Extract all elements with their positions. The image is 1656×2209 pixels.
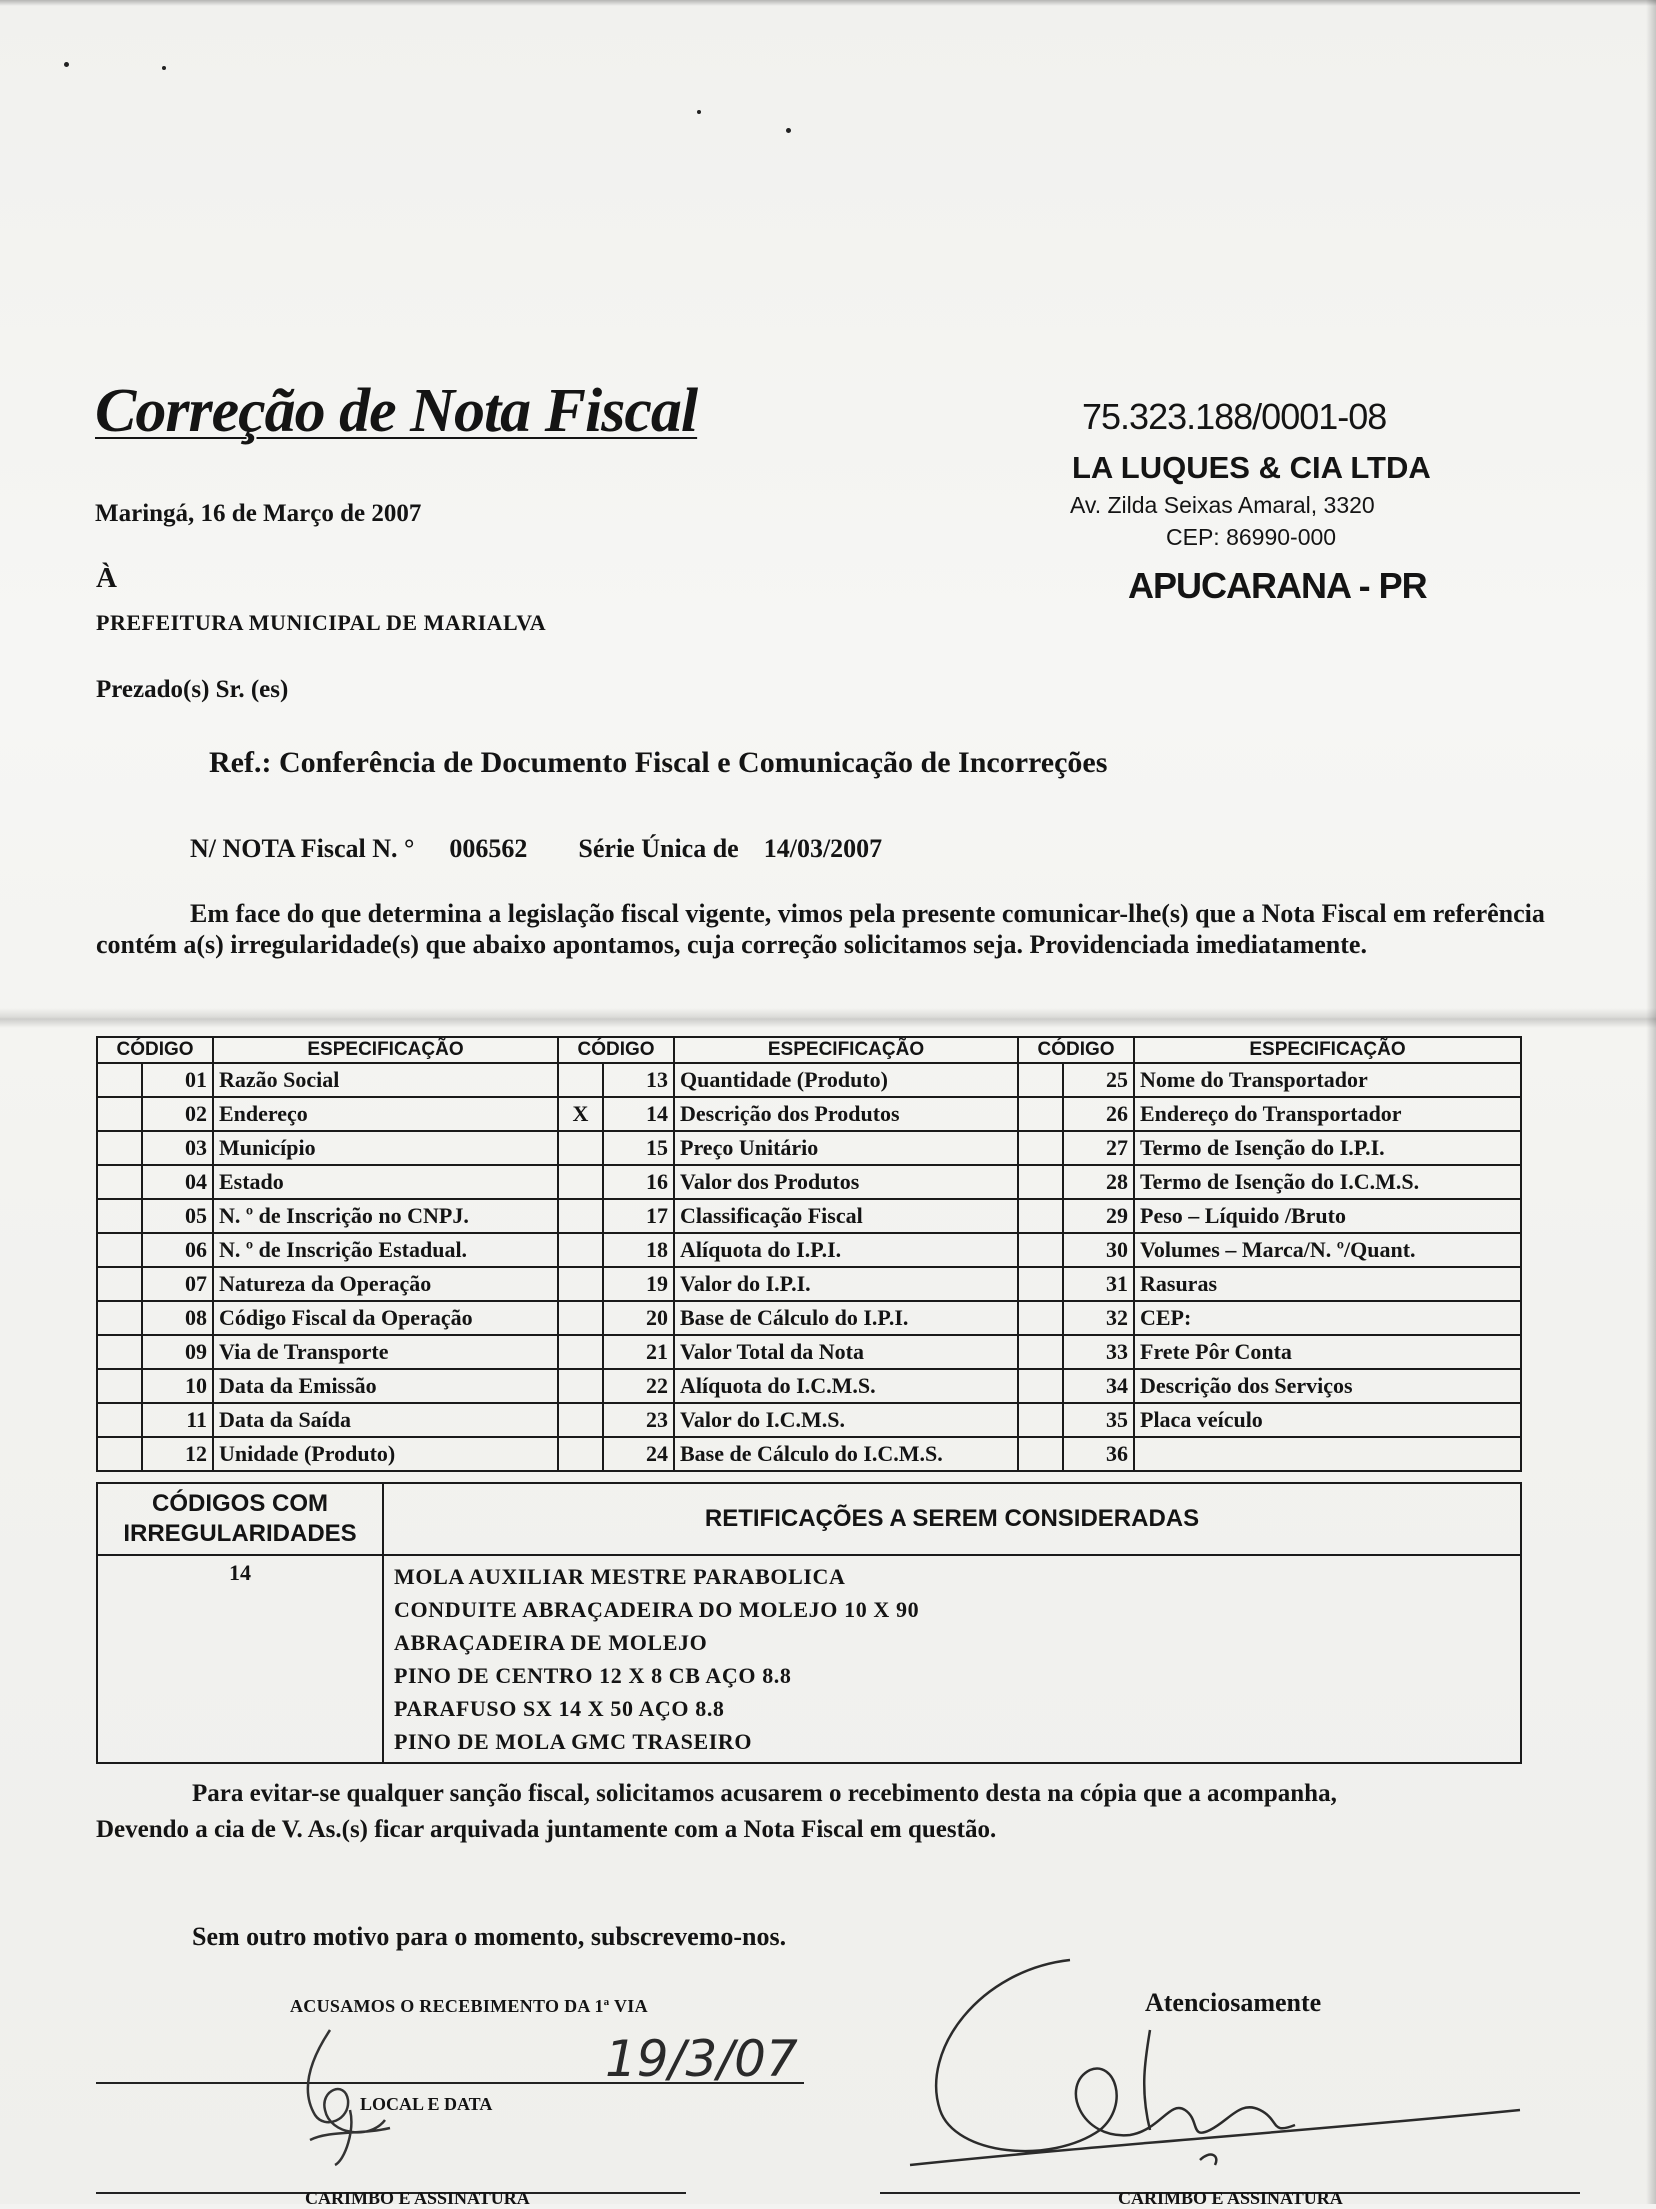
codes-row [97,1131,1521,1165]
code-number: 35 [1063,1403,1134,1437]
corrections-code-cell [97,1555,383,1763]
closing-text-3: Sem outro motivo para o momento, subscrevemo-nos. [192,1922,787,1951]
local-date-label: LOCAL E DATA [360,2094,493,2114]
code-mark [558,1437,603,1471]
code-number: 20 [603,1301,674,1335]
correction-item: PINO DE MOLA GMC TRASEIRO [394,1729,753,1754]
code-mark [97,1301,142,1335]
code-mark [558,1063,603,1097]
codes-row [97,1097,1521,1131]
header-codigo: CÓDIGO [558,1037,674,1063]
specification: Base de Cálculo do I.C.M.S. [674,1437,1018,1471]
code-number: 32 [1063,1301,1134,1335]
specification: Via de Transporte [213,1335,558,1369]
code-mark [1018,1131,1063,1165]
code-number: 23 [603,1403,674,1437]
code-mark [1018,1335,1063,1369]
specification: Valor Total da Nota [674,1335,1018,1369]
specification: Razão Social [213,1063,558,1097]
code-number: 17 [603,1199,674,1233]
code-number: 14 [603,1097,674,1131]
code-number: 21 [603,1335,674,1369]
code-number: 25 [1063,1063,1134,1097]
specification: Volumes – Marca/N. º/Quant. [1134,1233,1521,1267]
company-cep: CEP: 86990-000 [1166,524,1337,550]
code-mark [1018,1369,1063,1403]
correction-item: CONDUITE ABRAÇADEIRA DO MOLEJO 10 X 90 [394,1597,920,1622]
receipt-statement: ACUSAMOS O RECEBIMENTO DA 1ª VIA [290,1996,648,2016]
code-mark [558,1301,603,1335]
specification: Peso – Líquido /Bruto [1134,1199,1521,1233]
code-number: 06 [142,1233,213,1267]
closing-text-1: Para evitar-se qualquer sanção fiscal, solicitamos acusarem o recebimento desta na cópia que a acompanha, [192,1780,1337,1807]
closing-paragraph [96,1776,1536,1848]
code-mark: X [558,1097,603,1131]
specification: Rasuras [1134,1267,1521,1301]
code-number: 04 [142,1165,213,1199]
code-number: 16 [603,1165,674,1199]
code-number: 01 [142,1063,213,1097]
code-mark [97,1369,142,1403]
code-number: 34 [1063,1369,1134,1403]
specification: Endereço [213,1097,558,1131]
code-mark [1018,1437,1063,1471]
code-mark [558,1369,603,1403]
regards: Atenciosamente [1145,1988,1322,2017]
code-mark [1018,1165,1063,1199]
code-mark [97,1165,142,1199]
header-codigo: CÓDIGO [97,1037,213,1063]
code-mark [97,1097,142,1131]
specification: Data da Saída [213,1403,558,1437]
code-mark [97,1233,142,1267]
specification: CEP: [1134,1301,1521,1335]
greeting: Prezado(s) Sr. (es) [96,676,289,703]
date-line: Maringá, 16 de Março de 2007 [95,500,422,527]
receiver-signature [290,2020,410,2170]
paper-fold [0,1008,1656,1028]
code-mark [558,1131,603,1165]
scan-speck [697,110,701,114]
corrections-list [384,1556,1520,1758]
specification: Valor dos Produtos [674,1165,1018,1199]
codes-row [97,1199,1521,1233]
code-number: 07 [142,1267,213,1301]
code-mark [558,1335,603,1369]
code-mark [558,1199,603,1233]
company-address: Av. Zilda Seixas Amaral, 3320 [1070,492,1375,518]
specification: Descrição dos Produtos [674,1097,1018,1131]
header-codes-irregular: CÓDIGOS COM IRREGULARIDADES [97,1483,383,1555]
recipient: PREFEITURA MUNICIPAL DE MARIALVA [96,610,547,635]
code-mark [1018,1199,1063,1233]
correction-item: ABRAÇADEIRA DE MOLEJO [394,1630,708,1655]
header-especificacao: ESPECIFICAÇÃO [213,1037,558,1063]
code-mark [1018,1097,1063,1131]
nota-label: N/ NOTA Fiscal N. ° [190,834,415,863]
code-mark [97,1335,142,1369]
specification: Base de Cálculo do I.P.I. [674,1301,1018,1335]
code-mark [558,1403,603,1437]
code-number: 33 [1063,1335,1134,1369]
stamp-label-left: CARIMBO E ASSINATURA [305,2188,530,2208]
code-number: 09 [142,1335,213,1369]
nota-line [190,834,882,864]
code-mark [558,1165,603,1199]
code-mark [1018,1233,1063,1267]
code-number: 26 [1063,1097,1134,1131]
correction-item: PARAFUSO SX 14 X 50 AÇO 8.8 [394,1696,725,1721]
specification: Data da Emissão [213,1369,558,1403]
specification: Placa veículo [1134,1403,1521,1437]
code-mark [1018,1267,1063,1301]
specification: Nome do Transportador [1134,1063,1521,1097]
specification: Estado [213,1165,558,1199]
specification: Município [213,1131,558,1165]
code-mark [97,1063,142,1097]
code-mark [1018,1063,1063,1097]
code-number: 15 [603,1131,674,1165]
specification: Alíquota do I.C.M.S. [674,1369,1018,1403]
code-number: 28 [1063,1165,1134,1199]
specification: Código Fiscal da Operação [213,1301,558,1335]
specification: Valor do I.C.M.S. [674,1403,1018,1437]
correction-item: PINO DE CENTRO 12 X 8 CB AÇO 8.8 [394,1663,792,1688]
codes-row [97,1301,1521,1335]
codes-row [97,1437,1521,1471]
code-number: 22 [603,1369,674,1403]
company-cnpj: 75.323.188/0001-08 [1082,396,1387,437]
body-paragraph [96,898,1576,960]
codes-row [97,1369,1521,1403]
closing-text-2: Devendo a cia de V. As.(s) ficar arquivada juntamente com a Nota Fiscal em questão. [96,1816,997,1843]
code-number: 18 [603,1233,674,1267]
codes-header-row [97,1037,1521,1063]
codes-row [97,1403,1521,1437]
codes-row [97,1063,1521,1097]
document-title: Correção de Nota Fiscal [95,377,698,445]
corrections-code: 14 [229,1560,251,1585]
code-number: 11 [142,1403,213,1437]
corrections-items-cell [383,1555,1521,1763]
code-number: 24 [603,1437,674,1471]
code-mark [1018,1301,1063,1335]
header-codigo: CÓDIGO [1018,1037,1134,1063]
company-name: LA LUQUES & CIA LTDA [1072,450,1431,485]
header-especificacao: ESPECIFICAÇÃO [1134,1037,1521,1063]
scan-right-edge [1646,0,1656,2204]
specification [1134,1437,1521,1471]
code-number: 03 [142,1131,213,1165]
scan-speck [786,128,791,133]
specification: Quantidade (Produto) [674,1063,1018,1097]
specification: Termo de Isenção do I.C.M.S. [1134,1165,1521,1199]
nota-serie: Série Única de [578,834,739,863]
specification: Unidade (Produto) [213,1437,558,1471]
closing-line-1 [96,1776,1536,1812]
codes-table [96,1036,1522,1472]
code-number: 19 [603,1267,674,1301]
code-mark [1018,1403,1063,1437]
specification: Preço Unitário [674,1131,1018,1165]
code-number: 10 [142,1369,213,1403]
code-number: 29 [1063,1199,1134,1233]
specification: Valor do I.P.I. [674,1267,1018,1301]
specification: Termo de Isenção do I.P.I. [1134,1131,1521,1165]
code-number: 08 [142,1301,213,1335]
header-retificacoes: RETIFICAÇÕES A SEREM CONSIDERADAS [383,1483,1521,1555]
code-mark [97,1437,142,1471]
code-number: 27 [1063,1131,1134,1165]
specification: Natureza da Operação [213,1267,558,1301]
codes-row [97,1335,1521,1369]
code-mark [97,1267,142,1301]
nota-date: 14/03/2007 [763,834,883,863]
specification: Alíquota do I.P.I. [674,1233,1018,1267]
code-number: 30 [1063,1233,1134,1267]
specification: Frete Pôr Conta [1134,1335,1521,1369]
specification: Classificação Fiscal [674,1199,1018,1233]
codes-row [97,1267,1521,1301]
stamp-label-right: CARIMBO E ASSINATURA [1118,2188,1343,2208]
code-number: 31 [1063,1267,1134,1301]
header-especificacao: ESPECIFICAÇÃO [674,1037,1018,1063]
handwritten-date: 19/3/07 [605,2030,798,2088]
local-date-line [96,2082,804,2084]
specification: N. º de Inscrição no CNPJ. [213,1199,558,1233]
company-city: APUCARANA - PR [1128,565,1427,606]
code-mark [97,1199,142,1233]
correction-item: MOLA AUXILIAR MESTRE PARABOLICA [394,1564,846,1589]
code-mark [558,1233,603,1267]
codes-row [97,1233,1521,1267]
nota-number: 006562 [449,834,528,863]
code-mark [97,1131,142,1165]
specification: N. º de Inscrição Estadual. [213,1233,558,1267]
code-mark [97,1403,142,1437]
specification: Endereço do Transportador [1134,1097,1521,1131]
code-number: 12 [142,1437,213,1471]
corrections-row [97,1555,1521,1763]
code-mark [558,1267,603,1301]
scan-speck [64,62,69,67]
code-number: 05 [142,1199,213,1233]
corrections-table [96,1482,1522,1764]
corrections-header-row [97,1483,1521,1555]
reference-line: Ref.: Conferência de Documento Fiscal e Comunicação de Incorreções [209,746,1108,779]
scan-speck [162,66,166,70]
code-number: 36 [1063,1437,1134,1471]
code-number: 13 [603,1063,674,1097]
codes-row [97,1165,1521,1199]
sender-signature [900,1940,1540,2180]
specification: Descrição dos Serviços [1134,1369,1521,1403]
code-number: 02 [142,1097,213,1131]
to-label: À [96,562,117,594]
scan-top-edge [0,0,1656,6]
body-text: Em face do que determina a legislação fiscal vigente, vimos pela presente comunicar-lhe(s) que a Nota Fiscal em referência contém a(s) irregularidade(s) que abaixo apontamos, cuja correção solicitamos seja. Providenciada imediatamente. [96,899,1545,959]
